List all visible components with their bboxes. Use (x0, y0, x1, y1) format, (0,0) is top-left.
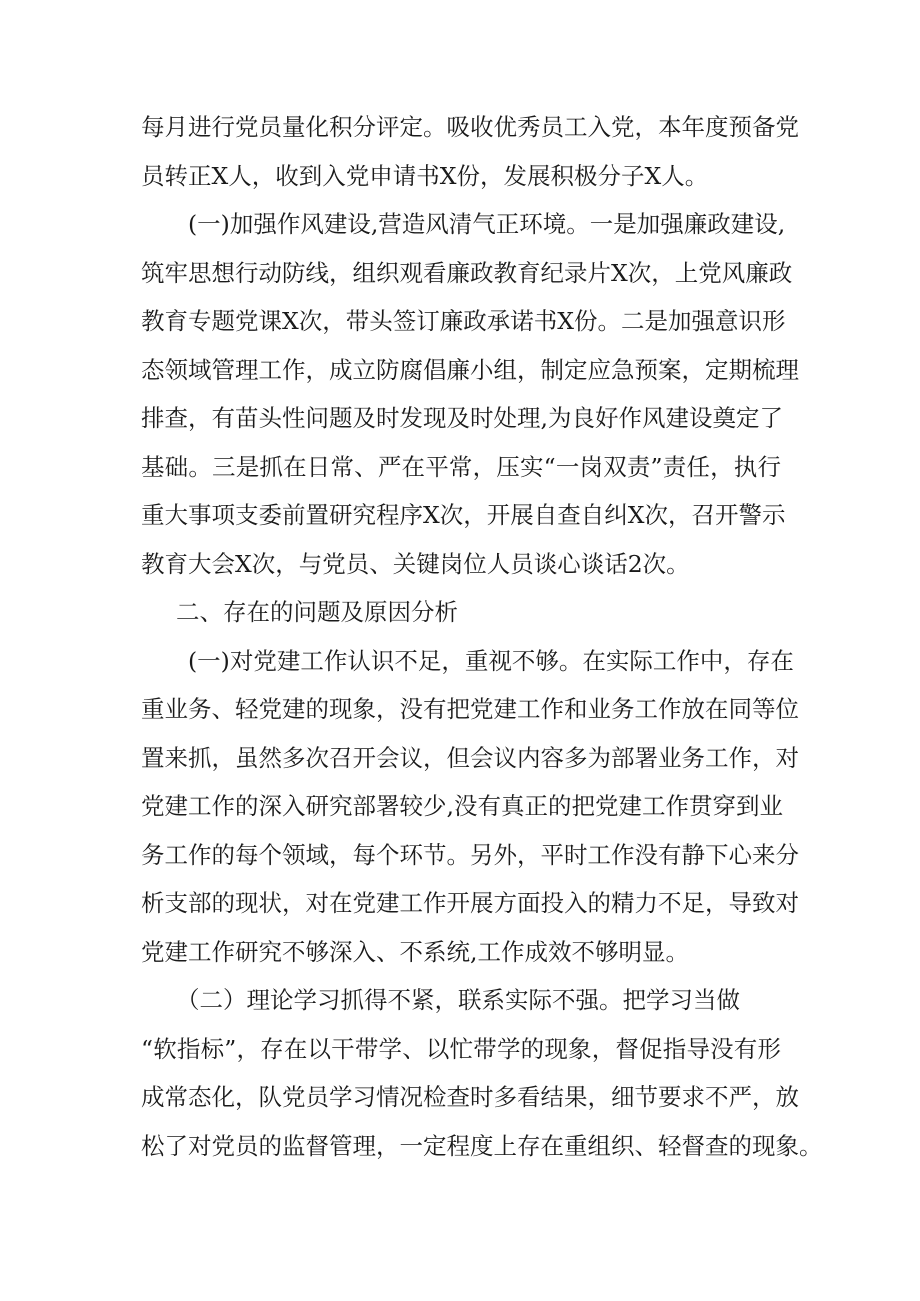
paragraph-line: (一)加强作风建设,营造风清气正环境。一是加强廉政建设, (188, 210, 786, 238)
section-heading: 二、存在的问题及原因分析 (176, 598, 458, 626)
paragraph-line: 党建工作研究不够深入、不系统,工作成效不够明显。 (141, 938, 689, 966)
paragraph-line: 员转正X人，收到入党申请书X份，发展积极分子X人。 (141, 162, 709, 190)
paragraph-line: 态领域管理工作，成立防腐倡廉小组，制定应急预案，定期梳理 (141, 356, 799, 384)
paragraph-line: 教育专题党课X次，带头签订廉政承诺书X份。二是加强意识形 (141, 307, 786, 335)
paragraph-line: 重大事项支委前置研究程序X次，开展自查自纠X次，召开警示 (141, 501, 786, 529)
paragraph-line: 置来抓，虽然多次召开会议，但会议内容多为部署业务工作，对 (141, 744, 799, 772)
paragraph-line: 排查，有苗头性问题及时发现及时处理,为良好作风建设奠定了 (141, 404, 783, 432)
paragraph-line: (一)对党建工作认识不足，重视不够。在实际工作中，存在 (188, 647, 794, 675)
paragraph-line: “软指标”，存在以干带学、以忙带学的现象，督促指导没有形 (141, 1035, 781, 1063)
paragraph-line: 重业务、轻党建的现象，没有把党建工作和业务工作放在同等位 (141, 695, 799, 723)
paragraph-line: 筑牢思想行动防线，组织观看廉政教育纪录片X次，上党风廉政 (141, 259, 793, 287)
paragraph-line: 成常态化，队党员学习情况检查时多看结果，细节要求不严，放 (141, 1083, 799, 1111)
paragraph-line: （二）理论学习抓得不紧，联系实际不强。把学习当做 (176, 986, 740, 1014)
paragraph-line: 析支部的现状，对在党建工作开展方面投入的精力不足，导致对 (141, 889, 799, 917)
paragraph-line: 松了对党员的监督管理，一定程度上存在重组织、轻督查的现象。 (141, 1132, 823, 1160)
paragraph-line: 务工作的每个领域，每个环节。另外，平时工作没有静下心来分 (141, 841, 799, 869)
paragraph-line: 党建工作的深入研究部署较少,没有真正的把党建工作贯穿到业 (141, 792, 783, 820)
paragraph-line: 每月进行党员量化积分评定。吸收优秀员工入党，本年度预备党 (141, 113, 799, 141)
paragraph-line: 教育大会X次，与党员、关键岗位人员谈心谈话2次。 (141, 550, 690, 578)
paragraph-line: 基础。三是抓在日常、严在平常，压实“一岗双责”责任，执行 (141, 453, 781, 481)
